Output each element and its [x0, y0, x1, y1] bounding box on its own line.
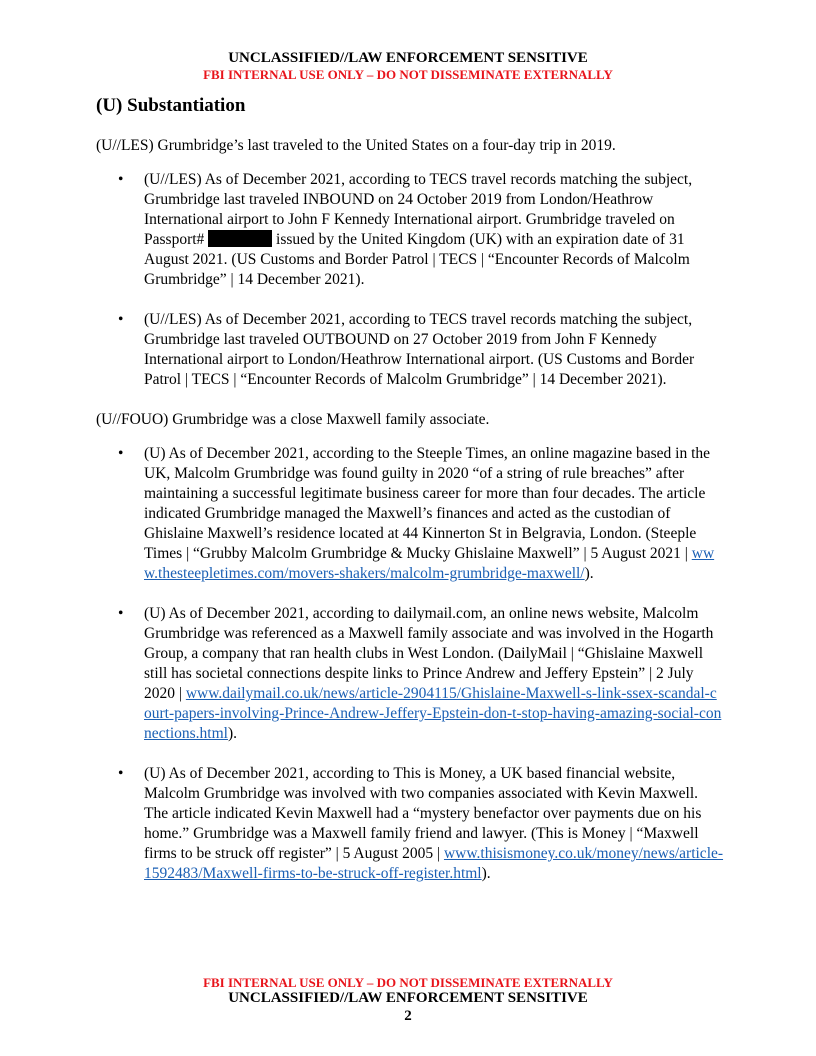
page-number: 2	[404, 1008, 412, 1024]
bullet-icon: •	[118, 311, 124, 328]
associate-summary-paragraph: (U//FOUO) Grumbridge was a close Maxwell family associate.	[96, 411, 490, 428]
bullet-icon: •	[118, 171, 124, 188]
dailymail-link[interactable]: www.dailymail.co.uk/news/article-2904115/Ghislaine-Maxwell-s-link-ssex-scandal-court-papers-involving-Prince-Andrew-Jeffery-Epstein-don-t-stop-having-amazing-social-connections.html	[144, 685, 722, 742]
bullet-icon: •	[118, 445, 124, 462]
list-item	[96, 604, 724, 744]
bullet-icon: •	[118, 765, 124, 782]
steeple-times-text: (U) As of December 2021, according to the Steeple Times, an online magazine based in the UK, Malcolm Grumbridge was found guilty in 2020 “of a string of rule breaches” after maintaining a successful legitimate business career for more than four decades. The article indicated Grumbridge managed the Maxwell’s finances and acted as the custodian of Ghislaine Maxwell’s residence located at 44 Kinnerton St in Belgravia, London. (Steeple Times | “Grubby Malcolm Grumbridge & Mucky Ghislaine Maxwell” | 5 August 2021 |	[144, 445, 711, 562]
section-title: (U) Substantiation	[96, 95, 246, 116]
steeple-times-link[interactable]: www.thesteepletimes.com/movers-shakers/malcolm-grumbridge-maxwell/	[144, 545, 715, 582]
page-footer	[0, 975, 816, 1025]
citation-close: ).	[481, 865, 491, 882]
list-item	[96, 170, 724, 290]
header-handling-caveat: FBI INTERNAL USE ONLY – DO NOT DISSEMINATE EXTERNALLY	[203, 67, 613, 82]
outbound-text: (U//LES) As of December 2021, according to TECS travel records matching the subject, Grumbridge last traveled OUTBOUND on 27 October 2019 from John F Kennedy International airport to London/Heathrow International airport. (US Customs and Border Patrol | TECS | “Encounter Records of Malcolm Grumbridge” | 14 December 2021).	[144, 311, 695, 388]
header-classification: UNCLASSIFIED//LAW ENFORCEMENT SENSITIVE	[228, 50, 588, 66]
list-item	[96, 764, 724, 884]
bullet-icon: •	[118, 605, 124, 622]
inbound-text-start: (U//LES) As of December 2021, according to TECS travel records matching the subject, Grumbridge last traveled INBOUND on 24 October 2019 from London/Heathrow International airport to John F Kennedy International airport. Grumbridge traveled on Passport#	[144, 171, 693, 248]
dailymail-text: (U) As of December 2021, according to dailymail.com, an online news website, Malcolm Grumbridge was referenced as a Maxwell family associate and was involved in the Hogarth Group, a company that ran health clubs in West London. (DailyMail | “Ghislaine Maxwell still has societal connections despite links to Prince Andrew and Jeffery Epstein” | 2 July 2020 |	[144, 605, 714, 702]
citation-close: ).	[227, 725, 237, 742]
travel-records-list	[96, 170, 724, 390]
footer-classification: UNCLASSIFIED//LAW ENFORCEMENT SENSITIVE	[228, 990, 588, 1006]
associate-sources-list	[96, 444, 724, 884]
inbound-text-end: issued by the United Kingdom (UK) with an expiration date of 31 August 2021. (US Customs and Border Patrol | TECS | “Encounter Records of Malcolm Grumbridge” | 14 December 2021).	[144, 231, 690, 288]
list-item	[96, 444, 724, 584]
footer-handling-caveat: FBI INTERNAL USE ONLY – DO NOT DISSEMINATE EXTERNALLY	[203, 975, 613, 990]
page-header	[0, 50, 816, 82]
list-item	[96, 310, 724, 390]
redaction-block	[208, 230, 272, 247]
this-is-money-text: (U) As of December 2021, according to This is Money, a UK based financial website, Malcolm Grumbridge was involved with two companies associated with Kevin Maxwell. The article indicated Kevin Maxwell had a “mystery benefactor over payments due on his home.” Grumbridge was a Maxwell family friend and lawyer. (This is Money | “Maxwell firms to be struck off register” | 5 August 2005 |	[144, 765, 702, 862]
travel-summary-paragraph: (U//LES) Grumbridge’s last traveled to the United States on a four-day trip in 2019.	[96, 137, 616, 154]
document-body	[96, 94, 724, 904]
citation-close: ).	[584, 565, 594, 582]
this-is-money-link[interactable]: www.thisismoney.co.uk/money/news/article-1592483/Maxwell-firms-to-be-struck-off-register.html	[144, 845, 724, 882]
